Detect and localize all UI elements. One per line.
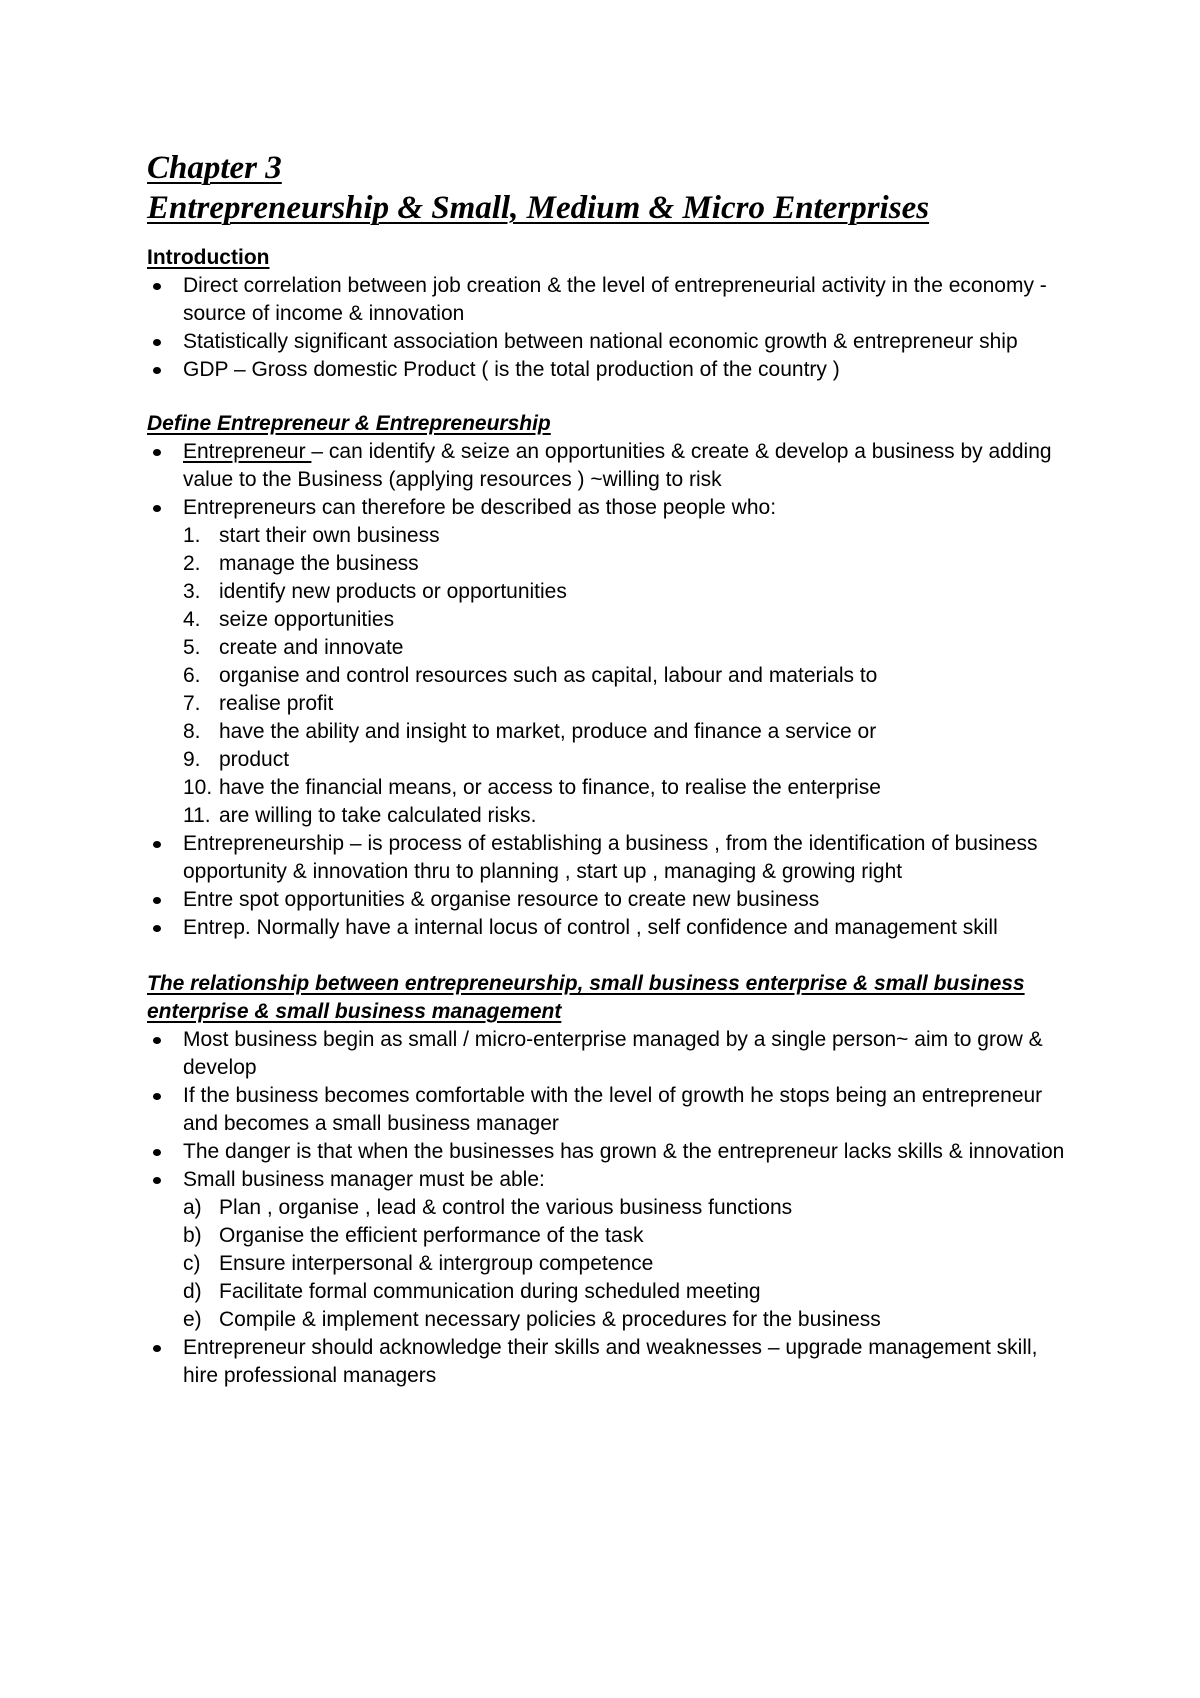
item-text: have the financial means, or access to finance, to realise the enterprise (219, 776, 881, 799)
item-marker: c) (183, 1252, 201, 1275)
lettered-list (183, 1194, 1067, 1334)
relationship-list (147, 1026, 1067, 1390)
lettered-item (183, 1278, 1067, 1306)
item-text: realise profit (219, 692, 334, 715)
item-marker: 2. (183, 552, 201, 575)
numbered-item (183, 522, 1067, 550)
item-text: identify new products or opportunities (219, 580, 567, 603)
list-item: Entrepreneur should acknowledge their skills and weaknesses – upgrade management skill, hire professional managers (147, 1334, 1067, 1390)
numbered-item (183, 690, 1067, 718)
define-heading: Define Entrepreneur & Entrepreneurship (147, 412, 551, 435)
lettered-item (183, 1222, 1067, 1250)
item-text: have the ability and insight to market, produce and finance a service or (219, 720, 877, 743)
item-marker: b) (183, 1224, 202, 1247)
manager-abilities-intro: Small business manager must be able: (183, 1168, 545, 1191)
item-text: Ensure interpersonal & intergroup competence (219, 1252, 654, 1275)
numbered-list (183, 522, 1067, 830)
list-item (147, 1166, 1067, 1334)
list-item: Entrepreneurship – is process of establishing a business , from the identification of business opportunity & innovation thru to planning , start up , managing & growing right (147, 830, 1067, 886)
numbered-item (183, 802, 1067, 830)
item-marker: 3. (183, 580, 201, 603)
entrepreneur-term: Entrepreneur (183, 440, 312, 463)
list-item (147, 494, 1067, 830)
item-marker: d) (183, 1280, 202, 1303)
item-marker: 7. (183, 692, 201, 715)
list-item: Statistically significant association between national economic growth & entrepreneur ship (147, 328, 1067, 356)
introduction-heading: Introduction (147, 246, 270, 269)
item-marker: 5. (183, 636, 201, 659)
item-marker: 11. (183, 804, 211, 827)
numbered-item (183, 662, 1067, 690)
list-item: If the business becomes comfortable with the level of growth he stops being an entrepreneur and becomes a small business manager (147, 1082, 1067, 1138)
numbered-item (183, 634, 1067, 662)
introduction-list (147, 272, 1067, 384)
item-text: seize opportunities (219, 608, 395, 631)
chapter-number: Chapter 3 (147, 150, 282, 186)
lettered-item (183, 1250, 1067, 1278)
list-item: Entre spot opportunities & organise resource to create new business (147, 886, 1067, 914)
item-marker: a) (183, 1196, 202, 1219)
item-marker: 10. (183, 776, 213, 799)
numbered-item (183, 718, 1067, 746)
item-marker: 6. (183, 664, 201, 687)
list-item (147, 438, 1067, 494)
define-list (147, 438, 1067, 942)
item-text: Facilitate formal communication during scheduled meeting (219, 1280, 761, 1303)
list-item: GDP – Gross domestic Product ( is the total production of the country ) (147, 356, 1067, 384)
lettered-item (183, 1194, 1067, 1222)
entrepreneur-definition: – can identify & seize an opportunities & create & develop a business by adding value to the Business (applying resources ) ~willing to risk (183, 440, 1052, 491)
item-marker: e) (183, 1308, 202, 1331)
numbered-item (183, 606, 1067, 634)
item-marker: 9. (183, 748, 201, 771)
item-marker: 1. (183, 524, 201, 547)
list-item: Direct correlation between job creation & the level of entrepreneurial activity in the economy -source of income & innovation (147, 272, 1067, 328)
numbered-item (183, 746, 1067, 774)
item-text: Compile & implement necessary policies & procedures for the business (219, 1308, 881, 1331)
item-text: start their own business (219, 524, 440, 547)
item-text: product (219, 748, 290, 771)
item-marker: 4. (183, 608, 201, 631)
list-item: Most business begin as small / micro-enterprise managed by a single person~ aim to grow & develop (147, 1026, 1067, 1082)
item-text: Plan , organise , lead & control the various business functions (219, 1196, 793, 1219)
item-text: manage the business (219, 552, 419, 575)
document-page (147, 148, 1067, 1390)
relationship-heading: The relationship between entrepreneurship, small business enterprise & small business enterprise & small business management (147, 972, 1025, 1023)
numbered-item (183, 578, 1067, 606)
chapter-title: Entrepreneurship & Small, Medium & Micro Enterprises (147, 190, 930, 226)
described-intro: Entrepreneurs can therefore be described as those people who: (183, 496, 777, 519)
numbered-item (183, 774, 1067, 802)
item-text: create and innovate (219, 636, 404, 659)
list-item: Entrep. Normally have a internal locus of control , self confidence and management skill (147, 914, 1067, 942)
list-item: The danger is that when the businesses has grown & the entrepreneur lacks skills & innovation (147, 1138, 1067, 1166)
item-text: organise and control resources such as capital, labour and materials to (219, 664, 878, 687)
item-text: are willing to take calculated risks. (219, 804, 537, 827)
item-marker: 8. (183, 720, 201, 743)
item-text: Organise the efficient performance of the task (219, 1224, 644, 1247)
numbered-item (183, 550, 1067, 578)
lettered-item (183, 1306, 1067, 1334)
